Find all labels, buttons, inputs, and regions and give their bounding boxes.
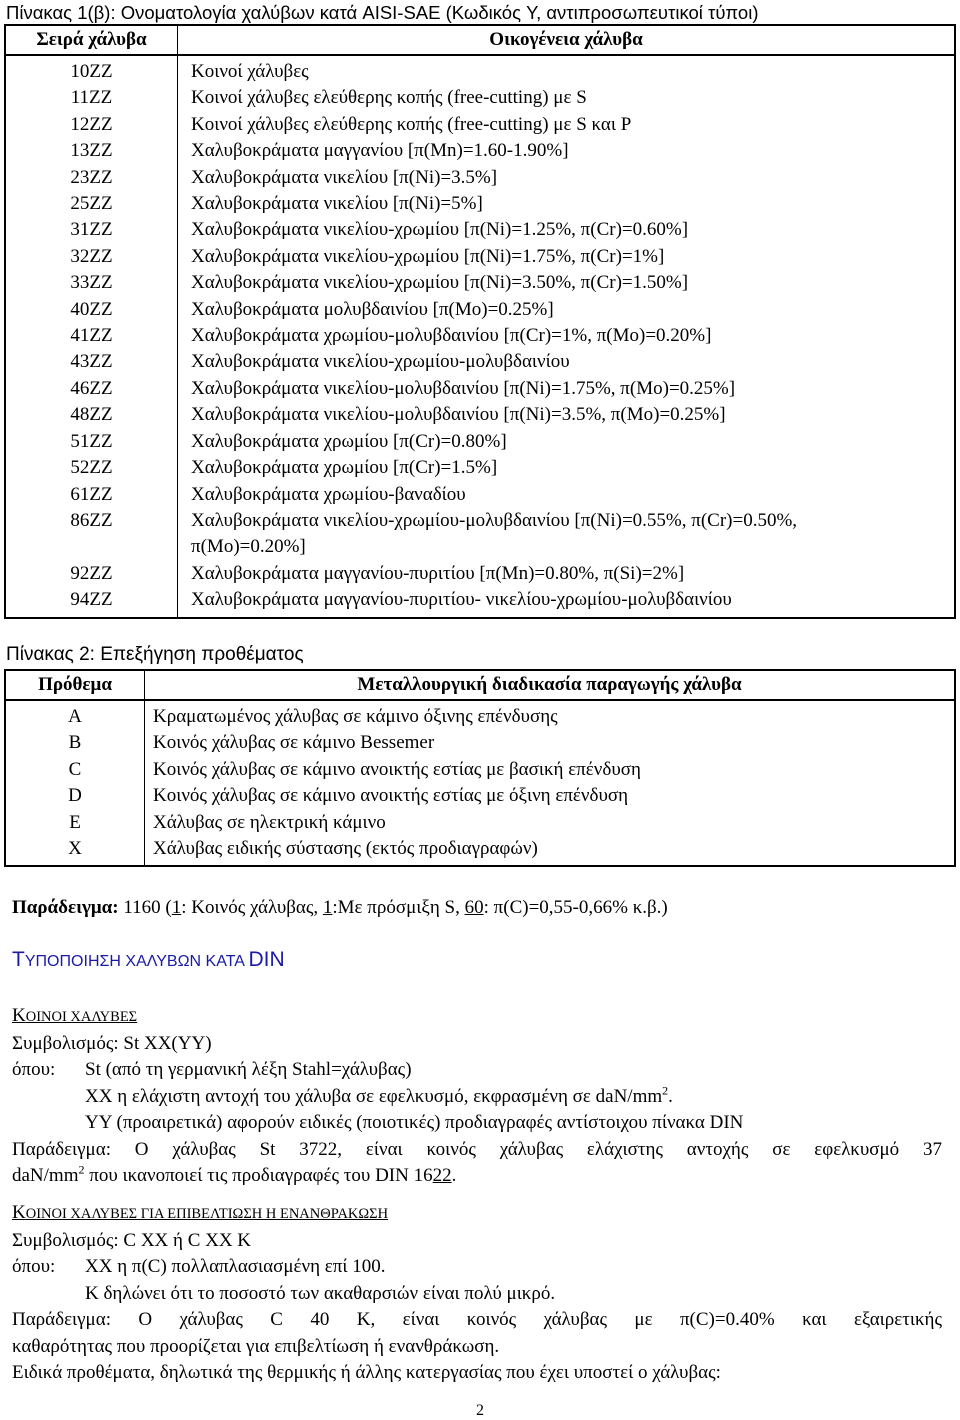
table-row xyxy=(5,55,955,85)
where-xx-text: XX η ελάχιστη αντοχή του χάλυβα σε εφελκυσμό, εκφρασμένη σε daN/mm xyxy=(85,1085,663,1107)
table2-title: Πίνακας 2: Επεξήγηση προθέματος xyxy=(6,644,304,665)
steel-series-code: 48ZZ xyxy=(5,402,178,428)
hardening-steels-symbol: Συμβολισμός: C XX ή C XX K xyxy=(12,1229,252,1251)
process-desc: Χάλυβας σε ηλεκτρική κάμινο xyxy=(153,811,386,833)
table-row xyxy=(5,455,955,481)
process-desc: Κοινός χάλυβας σε κάμινο Bessemer xyxy=(153,732,435,754)
table-row xyxy=(5,700,955,730)
hardening-heading-rest: ΟΙΝΟΙ ΧΑΛΥΒΕΣ ΓΙΑ ΕΠΙΒΕΛΤΙΩΣΗ Η ΕΝΑΝΘΡΑΚΩΣΗ xyxy=(25,1206,389,1222)
table-row xyxy=(5,85,955,111)
steel-family-desc: Χαλυβοκράματα νικελίου-μολυβδαινίου [π(Ni)=1.75%, π(Mo)=0.25%] xyxy=(191,377,736,399)
plain-steels-heading xyxy=(12,1003,942,1031)
steel-family-desc: Χαλυβοκράματα νικελίου-χρωμίου-μολυβδαινίου xyxy=(191,351,570,373)
table-row xyxy=(5,429,955,455)
steel-family-desc: Χαλυβοκράματα χρωμίου-βαναδίου xyxy=(191,483,466,505)
example2-din-suffix: 22 xyxy=(432,1165,452,1186)
prefix-code: E xyxy=(5,810,145,836)
table1-header-series: Σειρά χάλυβα xyxy=(5,25,178,55)
hardening-steels-where-k: K δηλώνει ότι το ποσοστό των ακαθαρσιών είναι πολύ μικρό. xyxy=(85,1282,556,1304)
steel-family-desc: Χαλυβοκράματα μαγγανίου-πυριτίου [π(Mn)=0.80%, π(Si)=2%] xyxy=(191,562,685,584)
process-desc: Χάλυβας ειδικής σύστασης (εκτός προδιαγραφών) xyxy=(153,838,538,860)
steel-series-code: 32ZZ xyxy=(5,244,178,270)
example-label: Παράδειγμα: xyxy=(12,897,119,918)
table-row xyxy=(5,783,955,809)
table-row xyxy=(5,757,955,783)
steel-series-code: 94ZZ xyxy=(5,587,178,617)
din-section-heading xyxy=(12,946,285,976)
plain-steels-where-xx xyxy=(12,1084,942,1111)
steel-family-desc: Χαλυβοκράματα χρωμίου [π(Cr)=0.80%] xyxy=(191,430,507,452)
plain-steels-heading-rest: ΟΙΝΟΙ ΧΑΛΥΒΕΣ xyxy=(25,1009,138,1025)
prefix-code: C xyxy=(5,757,145,783)
table-row xyxy=(5,810,955,836)
steel-series-code: 33ZZ xyxy=(5,270,178,296)
example-text-3: : π(C)=0,55-0,66% κ.β.) xyxy=(483,897,668,918)
steel-family-desc: Χαλυβοκράματα νικελίου-χρωμίου [π(Ni)=1.75%, π(Cr)=1%] xyxy=(191,245,665,267)
where-st-text: St (από τη γερμανική λέξη Stahl=χάλυβας) xyxy=(85,1059,412,1080)
where-xx-sup: 2 xyxy=(662,1083,669,1098)
steel-series-code: 46ZZ xyxy=(5,376,178,402)
table-row xyxy=(5,191,955,217)
example-digit-2: 1 xyxy=(322,897,333,918)
steel-series-code: 31ZZ xyxy=(5,217,178,243)
steel-series-code: 40ZZ xyxy=(5,297,178,323)
table-row xyxy=(5,112,955,138)
steel-series-code: 10ZZ xyxy=(5,55,178,85)
table-row xyxy=(5,244,955,270)
table-row xyxy=(5,730,955,756)
hardening-steels-special-prefixes: Ειδικά προθέματα, δηλωτικά της θερμικής ή άλλης κατεργασίας που έχει υποστεί ο χάλυβας: xyxy=(12,1362,721,1383)
steel-family-desc: Χαλυβοκράματα νικελίου-μολυβδαινίου [π(Ni)=3.5%, π(Mo)=0.25%] xyxy=(191,404,726,426)
where-xx-text: XX η π(C) πολλαπλασιασμένη επί 100. xyxy=(85,1256,386,1277)
hardening-heading-initial: Κ xyxy=(12,1202,26,1223)
din-heading-rest: ΥΠΟΠΟΙΗΣΗ ΧΑΛΥΒΩΝ ΚΑΤΑ xyxy=(24,953,249,970)
steel-family-desc: Χαλυβοκράματα νικελίου [π(Ni)=3.5%] xyxy=(191,166,498,188)
steel-series-code: 12ZZ xyxy=(5,112,178,138)
example2-end: . xyxy=(451,1165,457,1186)
process-desc: Κραματωμένος χάλυβας σε κάμινο όξινης επένδυσης xyxy=(153,706,558,727)
table-row xyxy=(5,165,955,191)
process-desc: Κοινός χάλυβας σε κάμινο ανοικτής εστίας με βασική επένδυση xyxy=(153,758,641,780)
steel-series-code: 86ZZ xyxy=(5,508,178,561)
table2-header-process: Μεταλλουργική διαδικασία παραγωγής χάλυβα xyxy=(145,670,956,700)
table-row xyxy=(5,587,955,617)
plain-steels-example-line2 xyxy=(12,1163,942,1190)
steel-series-code: 11ZZ xyxy=(5,85,178,111)
table-row xyxy=(5,482,955,508)
prefix-code: A xyxy=(5,700,145,730)
process-desc: Κοινός χάλυβας σε κάμινο ανοικτής εστίας με όξινη επένδυση xyxy=(153,785,629,807)
table-row xyxy=(5,561,955,587)
table-row xyxy=(5,508,955,561)
prefix-code: D xyxy=(5,783,145,809)
steel-family-desc: Χαλυβοκράματα νικελίου-χρωμίου [π(Ni)=1.25%, π(Cr)=0.60%] xyxy=(191,219,689,241)
steel-series-code: 13ZZ xyxy=(5,138,178,164)
din-heading-initial: Τ xyxy=(12,948,25,971)
prefix-code: X xyxy=(5,836,145,866)
example-text-2: :Με πρόσμιξη S, xyxy=(332,897,465,918)
hardening-steels-example-line2: καθαρότητας που προορίζεται για επιβελτίωση ή ενανθράκωση. xyxy=(12,1335,500,1357)
hardening-steels-heading xyxy=(12,1200,942,1228)
steel-family-desc-line1: Χαλυβοκράματα νικελίου-χρωμίου-μολυβδαινίου [π(Ni)=0.55%, π(Cr)=0.50%, xyxy=(191,509,798,531)
steel-family-desc: Χαλυβοκράματα νικελίου [π(Ni)=5%] xyxy=(191,193,483,215)
steel-family-desc: Χαλυβοκράματα νικελίου-χρωμίου [π(Ni)=3.50%, π(Cr)=1.50%] xyxy=(191,272,689,294)
plain-steels-where-st xyxy=(12,1057,942,1084)
steel-family-desc: Χαλυβοκράματα μαγγανίου [π(Mn)=1.60-1.90%] xyxy=(191,140,569,162)
hardening-steels-section xyxy=(12,1200,942,1387)
table1 xyxy=(4,24,956,619)
din-heading-din: DIN xyxy=(248,948,285,971)
steel-series-code: 23ZZ xyxy=(5,165,178,191)
table-row xyxy=(5,402,955,428)
example-line xyxy=(12,896,668,920)
table2-header-prefix: Πρόθεμα xyxy=(5,670,145,700)
steel-family-desc: Χαλυβοκράματα χρωμίου [π(Cr)=1.5%] xyxy=(191,457,498,479)
example2-unit: daN/mm xyxy=(12,1165,79,1186)
steel-series-code: 41ZZ xyxy=(5,323,178,349)
table1-title: Πίνακας 1(β): Ονοματολογία χαλύβων κατά AISI-SAE (Κωδικός Y, αντιπροσωπευτικοί τύποι) xyxy=(6,2,759,23)
plain-steels-symbol: Συμβολισμός: St XX(YY) xyxy=(12,1032,212,1054)
example-digit-3: 60 xyxy=(464,897,484,918)
hardening-steels-where-xx xyxy=(12,1254,942,1281)
where-xx-after: . xyxy=(668,1085,673,1107)
steel-family-desc-line2: π(Mo)=0.20%] xyxy=(191,536,306,558)
steel-series-code: 43ZZ xyxy=(5,349,178,375)
steel-family-desc: Χαλυβοκράματα μαγγανίου-πυριτίου- νικελίου-χρωμίου-μολυβδαινίου xyxy=(191,589,732,611)
where-label: όπου: xyxy=(12,1059,56,1080)
table-row xyxy=(5,270,955,296)
steel-family-desc: Κοινοί χάλυβες ελεύθερης κοπής (free-cutting) με S xyxy=(191,87,587,109)
table1-header-family: Οικογένεια χάλυβα xyxy=(178,25,956,55)
table-row xyxy=(5,323,955,349)
table1-header-row xyxy=(5,25,955,55)
hardening-steels-example-line1: Παράδειγμα: Ο χάλυβας C 40 K, είναι κοινός χάλυβας με π(C)=0.40% και εξαιρετικής xyxy=(12,1309,942,1330)
plain-steels-section xyxy=(12,1003,942,1190)
steel-series-code: 52ZZ xyxy=(5,455,178,481)
table-row xyxy=(5,349,955,375)
where-label: όπου: xyxy=(12,1256,56,1277)
example-digit-1: 1 xyxy=(171,897,182,918)
plain-steels-example-line1: Παράδειγμα: Ο χάλυβας St 3722, είναι κοινός χάλυβας ελάχιστης αντοχής σε εφελκυσμό 37 xyxy=(12,1138,942,1160)
steel-series-code: 25ZZ xyxy=(5,191,178,217)
prefix-code: B xyxy=(5,730,145,756)
example-text-1: : Κοινός χάλυβας, xyxy=(181,897,323,918)
table-row xyxy=(5,138,955,164)
steel-series-code: 92ZZ xyxy=(5,561,178,587)
example2-text: που ικανοποιεί τις προδιαγραφές του DIN 16 xyxy=(84,1165,433,1186)
steel-family-desc xyxy=(178,508,956,561)
table-row xyxy=(5,217,955,243)
table-row xyxy=(5,836,955,866)
steel-family-desc: Χαλυβοκράματα χρωμίου-μολυβδαινίου [π(Cr)=1%, π(Mo)=0.20%] xyxy=(191,325,712,347)
plain-steels-where-yy: YY (προαιρετικά) αφορούν ειδικές (ποιοτικές) προδιαγραφές αντίστοιχου πίνακα DIN xyxy=(85,1112,744,1133)
steel-series-code: 51ZZ xyxy=(5,429,178,455)
plain-steels-heading-initial: Κ xyxy=(12,1005,26,1026)
table-row xyxy=(5,297,955,323)
example2-sup: 2 xyxy=(78,1162,85,1177)
table-row xyxy=(5,376,955,402)
steel-family-desc: Χαλυβοκράματα μολυβδαινίου [π(Mo)=0.25%] xyxy=(191,298,554,320)
steel-family-desc: Κοινοί χάλυβες xyxy=(191,61,309,82)
table2-header-row xyxy=(5,670,955,700)
steel-family-desc: Κοινοί χάλυβες ελεύθερης κοπής (free-cutting) με S και P xyxy=(191,113,632,135)
steel-series-code: 61ZZ xyxy=(5,482,178,508)
page-number: 2 xyxy=(476,1402,484,1419)
example-value: 1160 ( xyxy=(118,897,172,918)
table2 xyxy=(4,669,956,867)
